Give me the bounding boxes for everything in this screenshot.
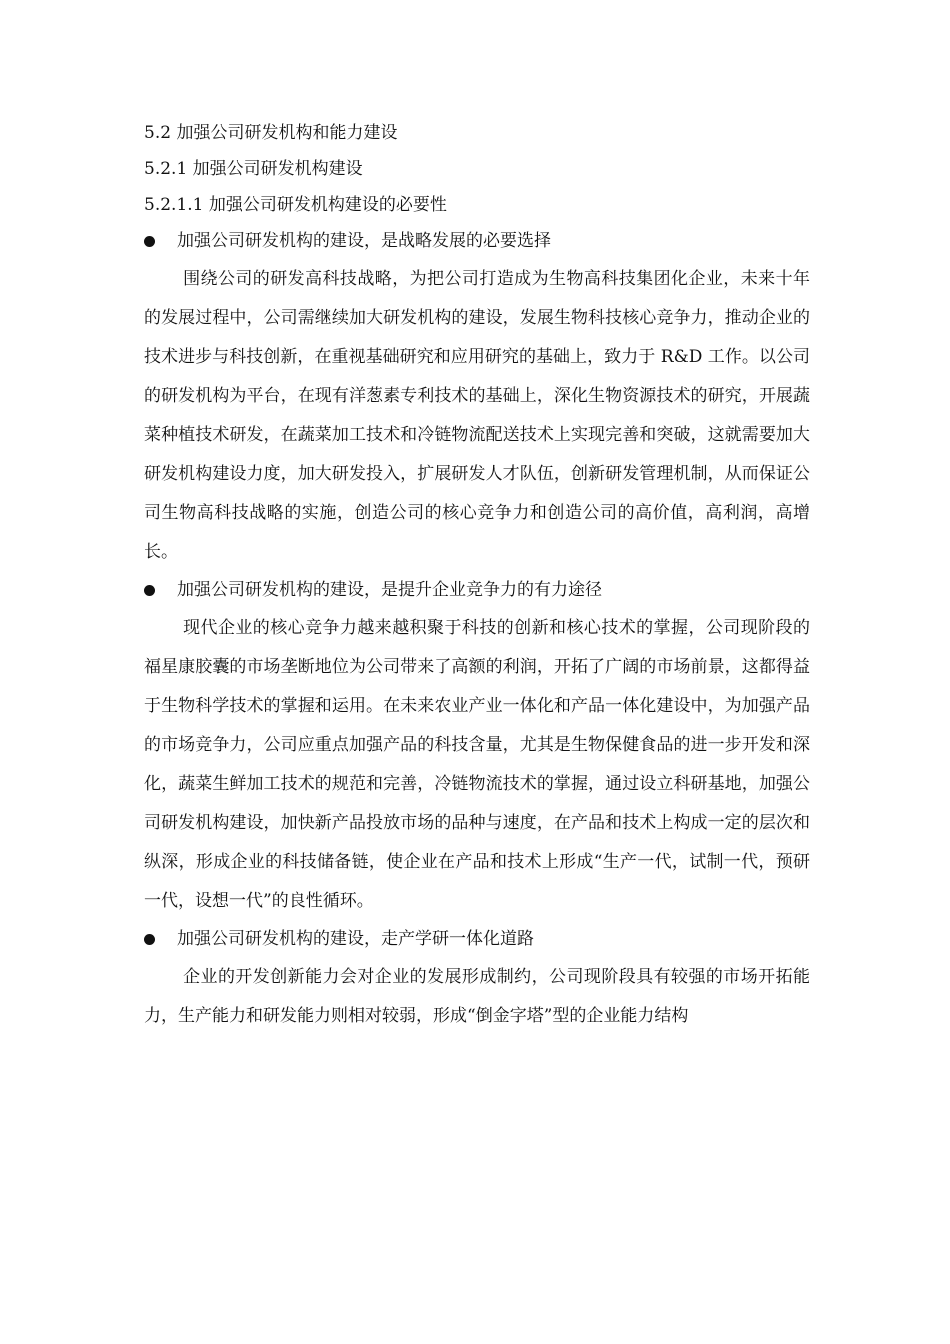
paragraph-strategy: 围绕公司的研发高科技战略，为把公司打造成为生物高科技集团化企业，未来十年的发展过程中，公司需继续加大研发机构的建设，发展生物科技核心竞争力，推动企业的技术进步与科技创新，在重视基础研究和应用研究的基础上，致力于 R&D 工作。以公司的研发机构为平台，在现有洋葱素专利技术的基础上，深化生物资源技术的研究，开展蔬菜种植技术研发，在蔬菜加工技术和冷链物流配送技术上实现完善和突破，这就需要加大研发机构建设力度，加大研发投入，扩展研发人才队伍，创新研发管理机制，从而保证公司生物高科技战略的实施，创造公司的核心竞争力和创造公司的高价值，高利润，高增长。 [144, 269, 810, 562]
heading-5-2-1-1: 5.2.1.1 加强公司研发机构建设的必要性 [144, 195, 447, 215]
bullet-text: 加强公司研发机构的建设，是战略发展的必要选择 [177, 231, 551, 251]
bullet-dot-icon [144, 585, 155, 596]
document-page [144, 115, 810, 1036]
paragraph-industry-university: 企业的开发创新能力会对企业的发展形成制约，公司现阶段具有较强的市场开拓能力，生产能力和研发能力则相对较弱，形成“倒金字塔”型的企业能力结构 [144, 967, 810, 1026]
heading-5-2: 5.2 加强公司研发机构和能力建设 [144, 123, 398, 143]
bullet-dot-icon [144, 236, 155, 247]
bullet-text: 加强公司研发机构的建设，是提升企业竞争力的有力途径 [177, 580, 602, 600]
bullet-item-competitiveness [144, 572, 810, 609]
heading-5-2-1: 5.2.1 加强公司研发机构建设 [144, 159, 363, 179]
bullet-item-strategy [144, 223, 810, 260]
bullet-text: 加强公司研发机构的建设，走产学研一体化道路 [177, 929, 534, 949]
bullet-dot-icon [144, 934, 155, 945]
bullet-item-industry-university [144, 921, 810, 958]
paragraph-competitiveness: 现代企业的核心竞争力越来越积聚于科技的创新和核心技术的掌握，公司现阶段的福星康胶囊的市场垄断地位为公司带来了高额的利润，开拓了广阔的市场前景，这都得益于生物科学技术的掌握和运用。在未来农业产业一体化和产品一体化建设中，为加强产品的市场竞争力，公司应重点加强产品的科技含量，尤其是生物保健食品的进一步开发和深化，蔬菜生鲜加工技术的规范和完善，冷链物流技术的掌握，通过设立科研基地，加强公司研发机构建设，加快新产品投放市场的品种与速度，在产品和技术上构成一定的层次和纵深，形成企业的科技储备链，使企业在产品和技术上形成“生产一代，试制一代，预研一代，设想一代”的良性循环。 [144, 618, 810, 911]
